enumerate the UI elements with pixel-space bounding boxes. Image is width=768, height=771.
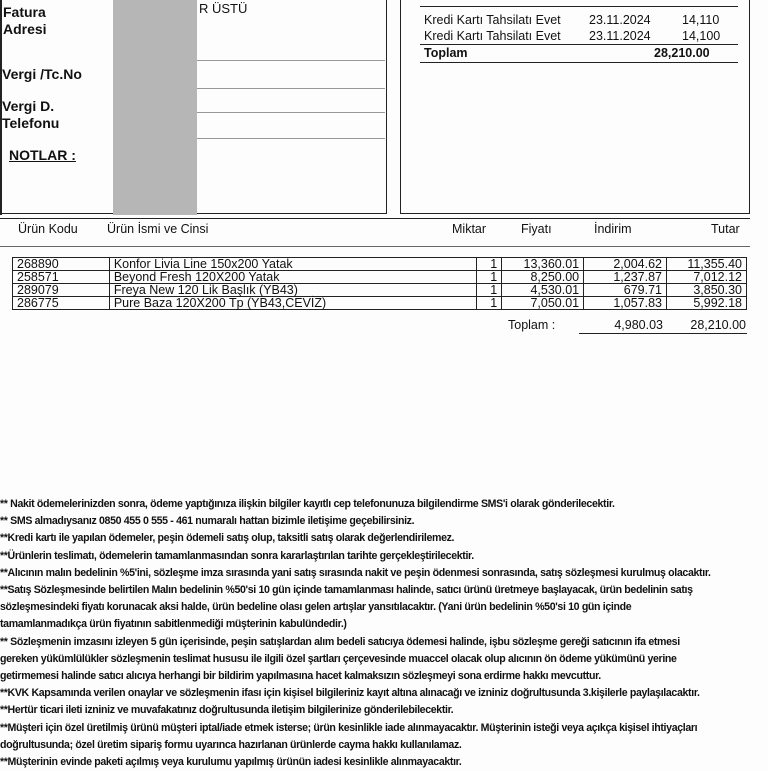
col-header-price: Fiyatı — [521, 222, 552, 236]
payment-row-2-date: 23.11.2024 — [589, 29, 651, 43]
payment-row-1-date: 23.11.2024 — [589, 13, 651, 27]
payments-total-value: 28,210.00 — [654, 46, 710, 60]
col-header-name: Ürün İsmi ve Cinsi — [107, 222, 209, 236]
phone-label: Telefonu — [2, 115, 60, 131]
item-price: 4,530.01 — [502, 284, 584, 297]
item-qty: 1 — [477, 297, 502, 310]
item-total: 7,012.12 — [667, 271, 747, 284]
item-discount: 1,237.87 — [584, 271, 667, 284]
table-row — [13, 297, 747, 310]
note-line: ** SMS almadıysanız 0850 455 0 555 - 461 numaralı hattan bizimle iletişime geçebilirsiniz. — [0, 515, 415, 528]
item-name: Konfor Livia Line 150x200 Yatak — [109, 258, 476, 271]
note-line: ** Nakit ödemelerinizden sonra, ödeme yaptığınıza ilişkin bilgiler kayıtlı cep telefonunuza bilgilendirme SMS'i olarak gönderilecektir. — [0, 498, 615, 510]
col-header-qty: Miktar — [452, 222, 487, 236]
items-total-discount: 4,980.03 — [614, 318, 663, 332]
note-line: **Hertür ticari ileti izniniz ve muvafakatınız doğrultusunda iletişim bilgilerinize gönderilebilecektir. — [0, 704, 454, 717]
invoice-address-label: Fatura Adresi — [3, 4, 47, 37]
item-total: 5,992.18 — [667, 297, 747, 310]
note-line: **Kredi kartı ile yapılan ödemeler, peşin ödemeli satış olup, taksitli satış olarak değerlendirilemez. — [0, 532, 455, 545]
note-line: **Müşterinin evinde paketi açılmış veya kurulumu yapılmış ürünün iadesi kesinlikle alınmayacaktır. — [0, 756, 462, 769]
payment-row-2-amount: 14,100 — [682, 29, 721, 43]
tax-id-label: Vergi /Tc.No — [2, 66, 82, 82]
note-line: **Satış Sözleşmesinde belirtilen Malın bedelinin %50'si 10 gün içinde tamamlanması halinde, satıcı ürünü üretmeye başlayacak, ürün bedelinin satış — [0, 584, 693, 597]
item-discount: 679.71 — [584, 284, 667, 297]
col-header-code: Ürün Kodu — [18, 222, 78, 236]
note-line: gereken yükümlülükler sözleşmenin teslimat hususu ile ilgili özel şartları çerçevesinde muaccel olacak olup alıcının ön ödeme yükümünü yerine — [0, 652, 677, 665]
terms-notes — [0, 496, 768, 771]
item-price: 7,050.01 — [502, 297, 584, 310]
address-fragment: R ÜSTÜ — [199, 1, 248, 16]
item-price: 13,360.01 — [502, 258, 584, 271]
tax-office-label: Vergi D. — [2, 98, 55, 114]
note-line: **KVK Kapsamında verilen onaylar ve sözleşmenin ifası için kişisel bilgileriniz kayıt altına alınacağı ve izniniz doğrultusunda 3.kişilerle paylaşılacaktır. — [0, 687, 700, 700]
note-line: ** Sözleşmenin imzasını izleyen 5 gün içerisinde, peşin satışlardan alım bedeli satıcıya ödemesi halinde, işbu sözleşme gereği satıcının ifa etmesi — [0, 635, 680, 648]
note-line: sözleşmesindeki fiyatı korunacak aksi halde, ürün bedeline olası gelen artışlar yansıtılacaktır. (Yani ürün bedelinin %50'si 10 gün içinde — [0, 601, 632, 614]
col-header-total: Tutar — [711, 222, 740, 236]
item-name: Pure Baza 120X200 Tp (YB43,CEVİZ) — [109, 297, 476, 310]
item-total: 11,355.40 — [667, 258, 747, 271]
table-row — [13, 271, 747, 284]
items-total-amount: 28,210.00 — [690, 318, 746, 332]
note-line: getirmemesi halinde satıcı alıcıya herhangi bir bildirim yapılmasına hacet kalmaksızın sözleşmeyi sona erdirme hakkı mevcuttur. — [0, 670, 601, 683]
item-name: Freya New 120 Lik Başlık (YB43) — [109, 284, 476, 297]
item-code: 268890 — [13, 258, 110, 271]
item-discount: 2,004.62 — [584, 258, 667, 271]
note-line: **Ürünlerin teslimatı, ödemelerin tamamlanmasından sonra kararlaştırılan tarihte gerçekleştirilecektir. — [0, 549, 474, 562]
note-line: doğrultusunda; özel üretim sipariş formu uyarınca hazırlanan ürünlerde cayma hakkı kullanılamaz. — [0, 738, 462, 751]
item-code: 286775 — [13, 297, 110, 310]
note-line: **Alıcının malın bedelinin %5'ini, sözleşme imza sırasında yani satış sırasında nakit ve peşin ödenmesi sonrasında, satış sözleşmesi kurulmuş olacaktır. — [0, 566, 711, 579]
item-code: 289079 — [13, 284, 110, 297]
item-qty: 1 — [477, 258, 502, 271]
item-qty: 1 — [477, 271, 502, 284]
col-header-discount: İndirim — [594, 222, 632, 236]
items-total-label: Toplam : — [508, 318, 556, 332]
redacted-address — [113, 0, 197, 215]
item-price: 8,250.00 — [502, 271, 584, 284]
item-discount: 1,057.83 — [584, 297, 667, 310]
items-table — [12, 257, 747, 310]
table-row — [13, 284, 747, 297]
payment-row-1-label: Kredi Kartı Tahsilatı Evet — [424, 13, 561, 27]
payment-row-1-amount: 14,110 — [682, 13, 720, 27]
payments-total-label: Toplam — [424, 46, 468, 60]
item-name: Beyond Fresh 120X200 Yatak — [109, 271, 476, 284]
payment-row-2-label: Kredi Kartı Tahsilatı Evet — [424, 29, 561, 43]
table-row — [13, 258, 747, 271]
item-code: 258571 — [13, 271, 110, 284]
item-qty: 1 — [477, 284, 502, 297]
note-line: **Müşteri için özel üretilmiş ürünü müşteri iptal/iade etmek isterse; ürün kesinlikle iade alınmayacaktır. Müşterinin isteği veya açıkça kişisel ihtiyaçları — [0, 721, 698, 734]
notes-label: NOTLAR : — [9, 147, 76, 163]
note-line: tamamlanmadıkça ürün fiyatının sabitlenmediği müşterinin kabulündedir.) — [0, 618, 347, 631]
item-total: 3,850.30 — [667, 284, 747, 297]
